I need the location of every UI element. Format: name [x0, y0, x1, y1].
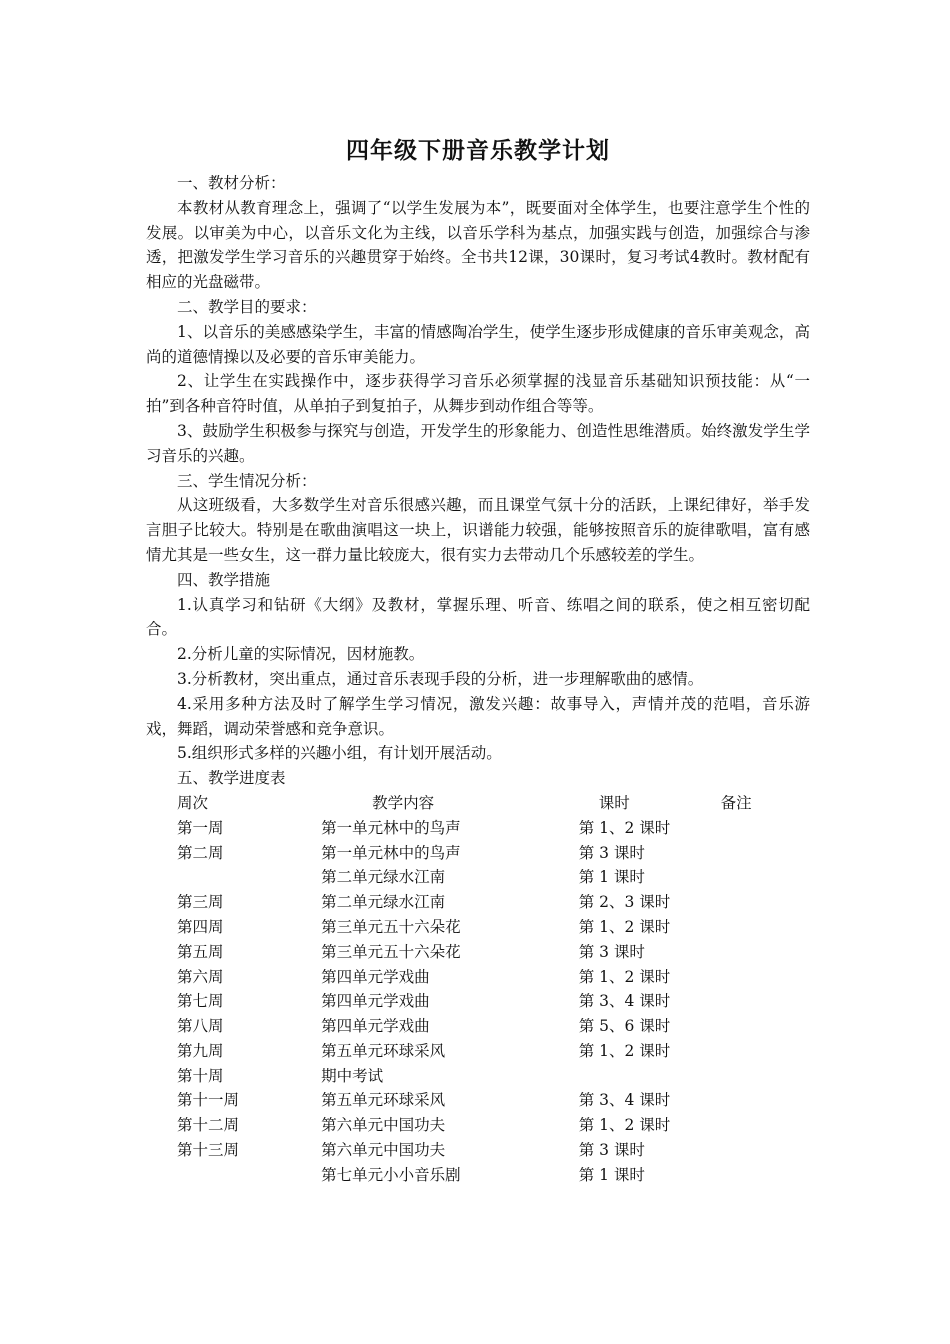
week-cell: 第七周: [177, 992, 224, 1011]
measure-item: 1.认真学习和钻研《大纲》及教材，掌握乐理、听音、练唱之间的联系，使之相互密切配合。: [146, 595, 810, 639]
measure-item: 4.采用多种方法及时了解学生学习情况，激发兴趣：故事导入，声情并茂的范唱，音乐游戏，舞蹈，调动荣誉感和竞争意识。: [146, 694, 810, 738]
week-cell: 第八周: [177, 1017, 224, 1036]
content-cell: 第六单元中国功夫: [321, 1116, 446, 1135]
content-cell: 第六单元中国功夫: [321, 1141, 446, 1160]
week-cell: 第十三周: [177, 1141, 240, 1160]
notes-cell: [721, 1088, 810, 1113]
notes-cell: [721, 816, 810, 841]
periods-cell: 第 3 课时: [578, 843, 645, 862]
content-cell: 第二单元绿水江南: [321, 868, 446, 887]
notes-cell: [721, 1113, 810, 1138]
header-content: 教学内容: [372, 793, 435, 812]
periods-cell: 第 1、2 课时: [578, 967, 671, 986]
periods-cell: 第 5、6 课时: [578, 1017, 671, 1036]
table-row: [177, 989, 810, 1014]
periods-cell: 第 3、4 课时: [578, 992, 671, 1011]
content-cell: 期中考试: [321, 1066, 384, 1085]
table-row: [177, 1039, 810, 1064]
week-cell: 第一周: [177, 818, 224, 837]
section-heading-students: 三、学生情况分析：: [177, 471, 317, 490]
goal-item: 1、以音乐的美感感染学生，丰富的情感陶冶学生，使学生逐步形成健康的音乐审美观念，高尚的道德情操以及必要的音乐审美能力。: [146, 322, 810, 366]
week-cell: 第十周: [177, 1066, 224, 1085]
content-cell: 第三单元五十六朵花: [321, 917, 461, 936]
notes-cell: [721, 1014, 810, 1039]
notes-cell: [721, 965, 810, 990]
content-cell: 第四单元学戏曲: [321, 992, 430, 1011]
table-row: [177, 1064, 810, 1089]
section-body-students: 从这班级看，大多数学生对音乐很感兴趣，而且课堂气氛十分的活跃，上课纪律好，举手发言胆子比较大。特别是在歌曲演唱这一块上，识谱能力较强，能够按照音乐的旋律歌唱，富有感情尤其是一些女生，这一群力量比较庞大，很有实力去带动几个乐感较差的学生。: [146, 496, 810, 564]
table-row: [177, 940, 810, 965]
periods-cell: 第 1、2 课时: [578, 818, 671, 837]
content-cell: 第五单元环球采风: [321, 1091, 446, 1110]
goal-item: 3、鼓励学生积极参与探究与创造，开发学生的形象能力、创造性思维潜质。始终激发学生学习音乐的兴趣。: [146, 421, 810, 465]
notes-cell: [721, 915, 810, 940]
week-cell: 第五周: [177, 942, 224, 961]
header-week: 周次: [177, 793, 209, 812]
table-row: [177, 1113, 810, 1138]
table-row: [177, 1163, 810, 1188]
table-row: [177, 865, 810, 890]
periods-cell: 第 1 课时: [578, 1165, 645, 1184]
measure-item: 3.分析教材，突出重点，通过音乐表现手段的分析，进一步理解歌曲的感情。: [177, 669, 704, 688]
week-cell: 第十二周: [177, 1116, 240, 1135]
week-cell: 第九周: [177, 1041, 224, 1060]
section-heading-materials: 一、教材分析：: [177, 174, 286, 192]
content-cell: 第四单元学戏曲: [321, 967, 430, 986]
notes-cell: [721, 940, 810, 965]
periods-cell: 第 1、2 课时: [578, 1116, 671, 1135]
content-cell: 第五单元环球采风: [321, 1041, 446, 1060]
week-cell: 第三周: [177, 893, 224, 912]
content-cell: 第二单元绿水江南: [321, 893, 446, 912]
content-cell: 第三单元五十六朵花: [321, 942, 461, 961]
table-row: [177, 890, 810, 915]
measure-item: 5.组织形式多样的兴趣小组，有计划开展活动。: [177, 744, 502, 763]
content-cell: 第一单元林中的鸟声: [321, 818, 461, 837]
schedule-header-row: [177, 791, 810, 816]
goal-item: 2、让学生在实践操作中，逐步获得学习音乐必须掌握的浅显音乐基础知识预技能：从“一拍”到各种音符时值，从单拍子到复拍子，从舞步到动作组合等等。: [146, 372, 810, 416]
notes-cell: [721, 1039, 810, 1064]
periods-cell: 第 3、4 课时: [578, 1091, 671, 1110]
notes-cell: [721, 865, 810, 890]
table-row: [177, 1138, 810, 1163]
measure-item: 2.分析儿童的实际情况，因材施教。: [177, 645, 425, 664]
week-cell: 第四周: [177, 917, 224, 936]
week-cell: 第二周: [177, 843, 224, 862]
periods-cell: 第 3 课时: [578, 1141, 645, 1160]
section-body-materials: 本教材从教育理念上，强调了“以学生发展为本”，既要面对全体学生，也要注意学生个性的发展。以审美为中心，以音乐文化为主线，以音乐学科为基点，加强实践与创造，加强综合与渗透，把激发学生学习音乐的兴趣贯穿于始终。全书共12课，30课时，复习考试4教时。教材配有相应的光盘磁带。: [146, 198, 810, 292]
periods-cell: 第 3 课时: [578, 942, 645, 961]
section-heading-goals: 二、教学目的要求：: [177, 297, 317, 316]
table-row: [177, 1088, 810, 1113]
notes-cell: [721, 890, 810, 915]
table-row: [177, 816, 810, 841]
document-title: 四年级下册音乐教学计划: [346, 137, 610, 164]
notes-cell: [721, 1163, 810, 1188]
week-cell: [177, 865, 321, 890]
periods-cell: 第 1、2 课时: [578, 1041, 671, 1060]
table-row: [177, 1014, 810, 1039]
periods-cell: 第 2、3 课时: [578, 893, 671, 912]
week-cell: 第六周: [177, 967, 224, 986]
section-heading-measures: 四、教学措施: [177, 570, 271, 589]
content-cell: 第七单元小小音乐剧: [321, 1165, 461, 1184]
periods-cell: 第 1、2 课时: [578, 917, 671, 936]
week-cell: 第十一周: [177, 1091, 240, 1110]
header-notes: 备注: [720, 793, 752, 812]
content-cell: 第一单元林中的鸟声: [321, 843, 461, 862]
content-cell: 第四单元学戏曲: [321, 1017, 430, 1036]
header-periods: 课时: [598, 793, 630, 812]
notes-cell: [721, 989, 810, 1014]
notes-cell: [721, 841, 810, 866]
table-row: [177, 965, 810, 990]
table-row: [177, 915, 810, 940]
schedule-table: [177, 791, 810, 1188]
table-row: [177, 841, 810, 866]
periods-cell: 第 1 课时: [578, 868, 645, 887]
notes-cell: [721, 1138, 810, 1163]
section-heading-schedule: 五、教学进度表: [177, 769, 286, 788]
document-body: [146, 131, 810, 1188]
periods-cell: [579, 1064, 721, 1089]
week-cell: [177, 1163, 321, 1188]
notes-cell: [721, 1064, 810, 1089]
